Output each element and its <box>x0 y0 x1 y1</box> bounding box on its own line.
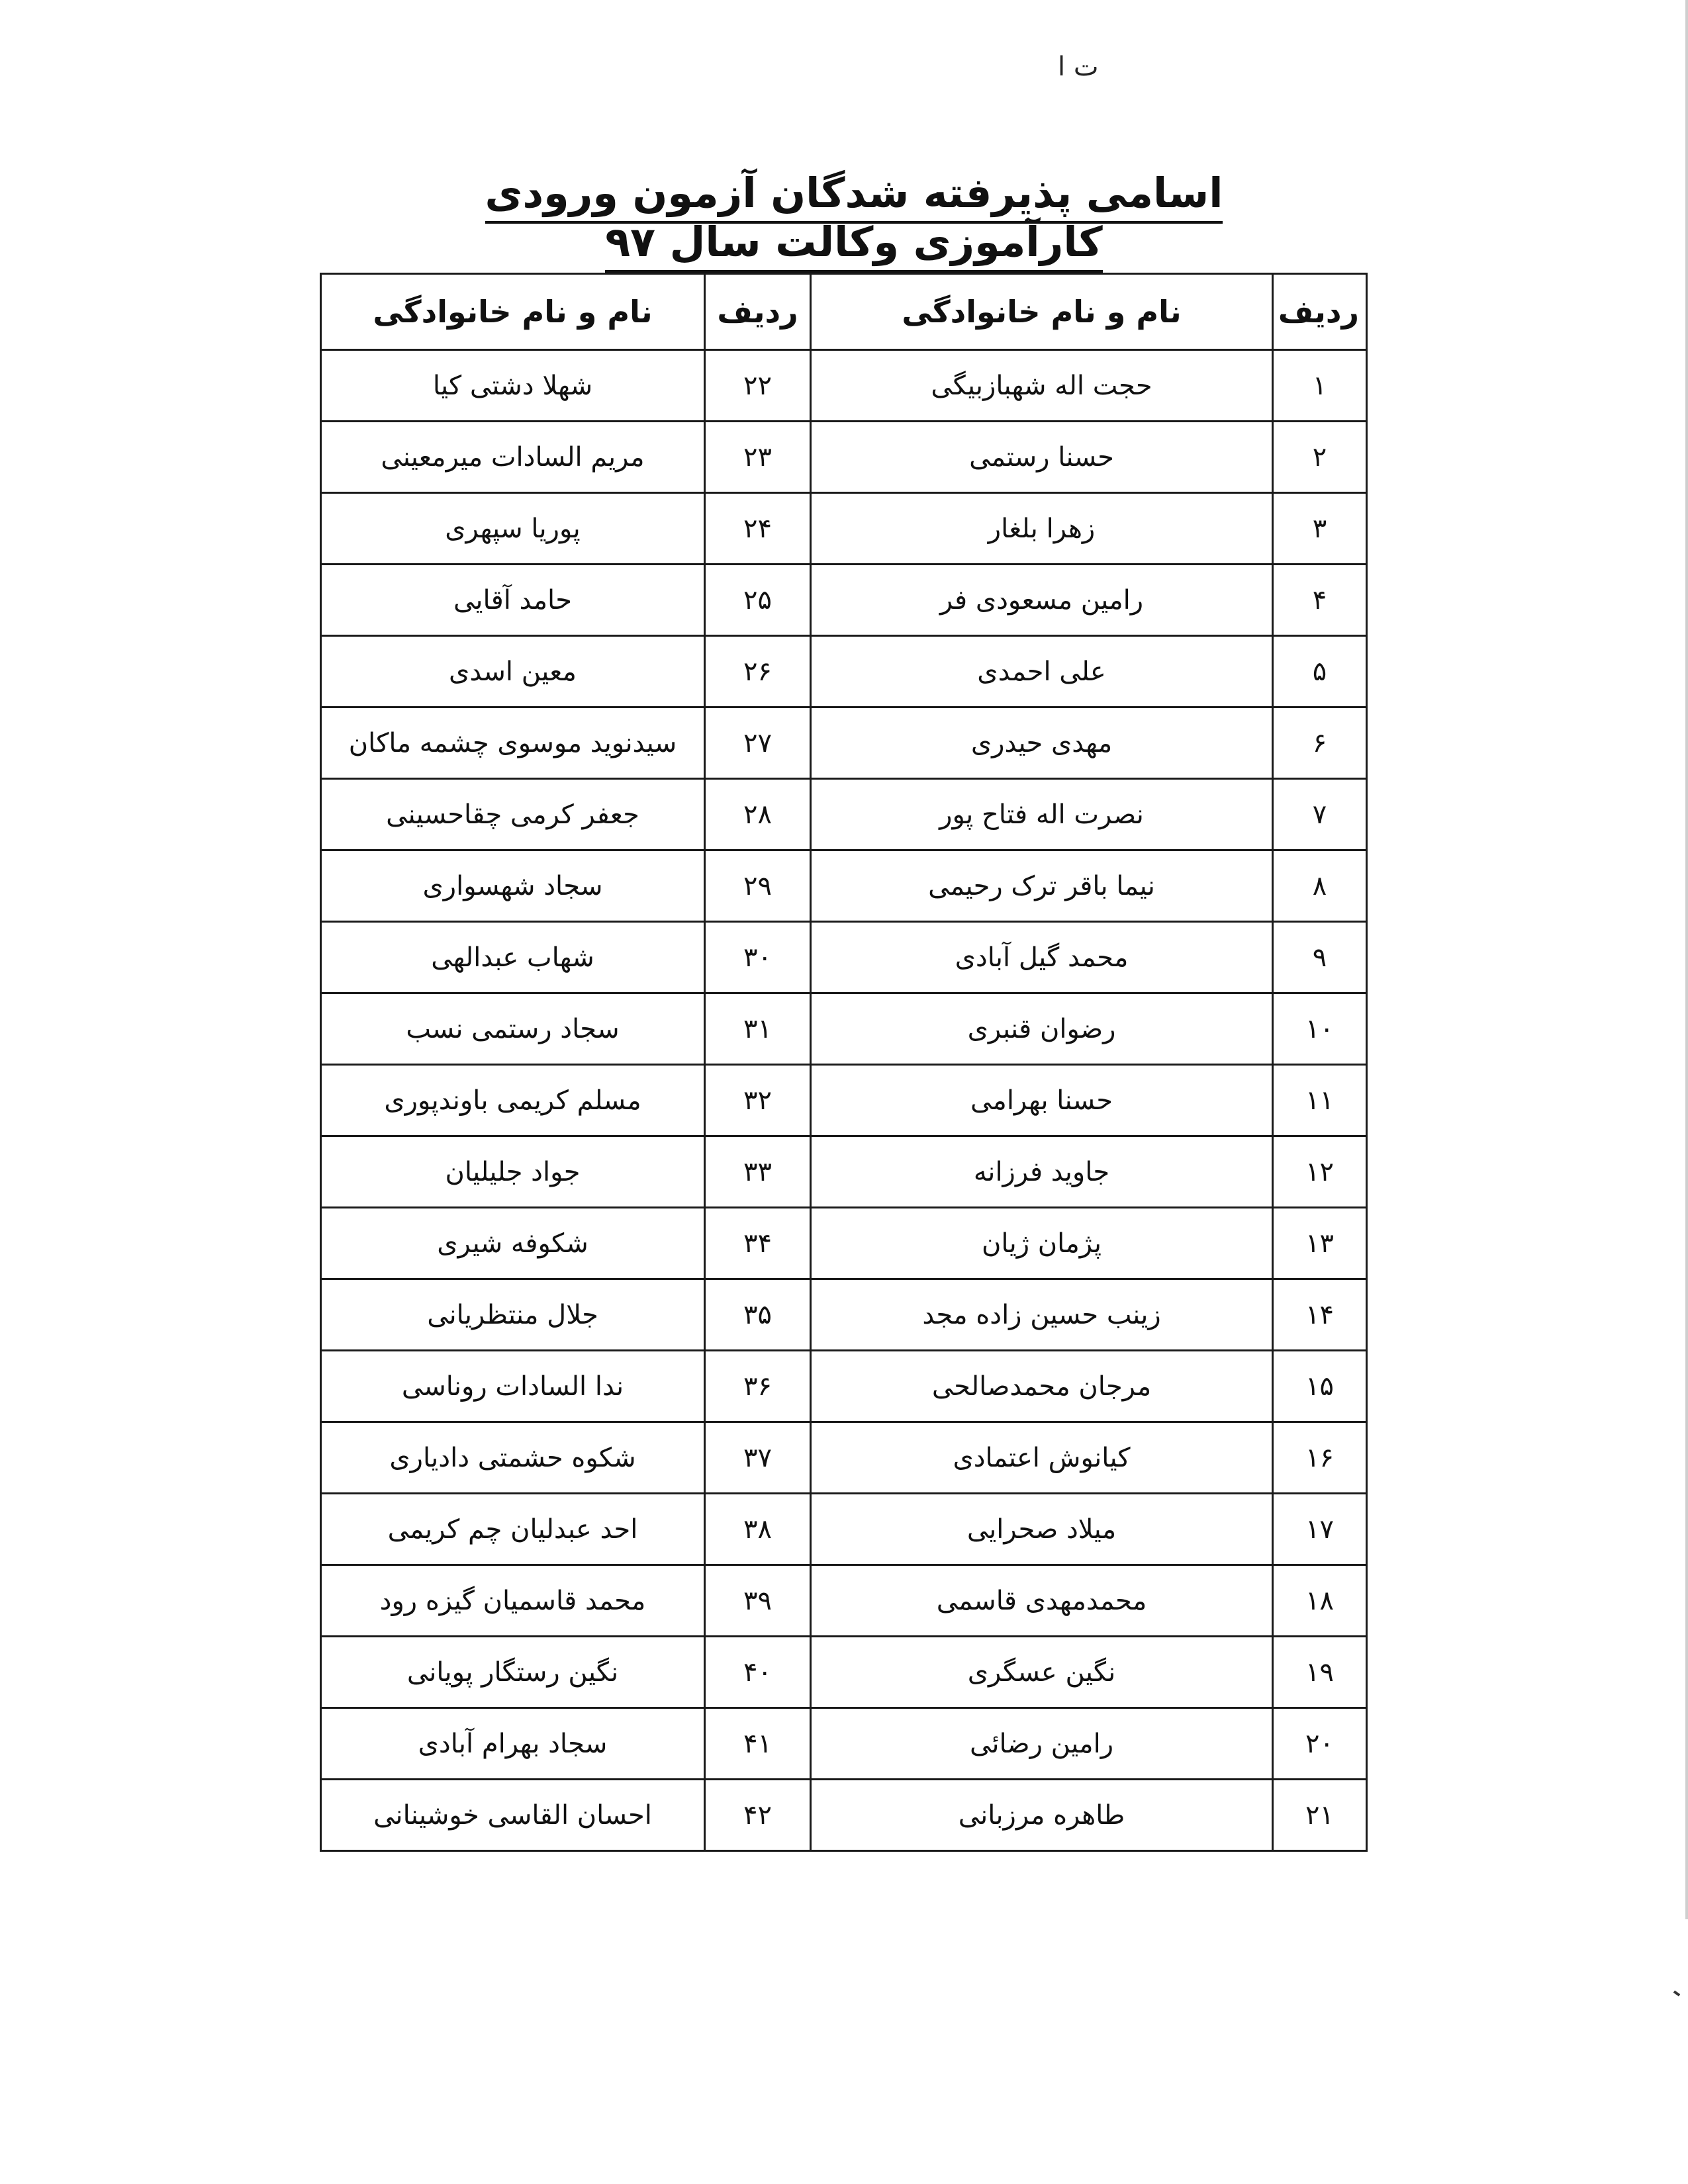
row-number-cell: ۱۷ <box>1273 1494 1367 1565</box>
row-number-cell: ۲۵ <box>705 565 811 636</box>
full-name-cell: پژمان ژیان <box>811 1208 1273 1279</box>
full-name-cell: جعفر کرمی چقاحسینی <box>321 779 705 850</box>
full-name-cell: میلاد صحرایی <box>811 1494 1273 1565</box>
full-name-cell: جواد جلیلیان <box>321 1136 705 1208</box>
full-name-cell: نگین عسگری <box>811 1637 1273 1708</box>
table-row <box>321 850 1367 922</box>
row-number-cell: ۳ <box>1273 493 1367 565</box>
row-number-cell: ۳۲ <box>705 1065 811 1136</box>
row-number-cell: ۲ <box>1273 422 1367 493</box>
full-name-cell: جاوید فرزانه <box>811 1136 1273 1208</box>
full-name-cell: زینب حسین زاده مجد <box>811 1279 1273 1351</box>
full-name-cell: پوریا سپهری <box>321 493 705 565</box>
row-number-cell: ۱۹ <box>1273 1637 1367 1708</box>
table-row <box>321 707 1367 779</box>
table-row <box>321 1565 1367 1637</box>
row-number-cell: ۲۳ <box>705 422 811 493</box>
row-number-cell: ۲۸ <box>705 779 811 850</box>
row-number-cell: ۵ <box>1273 636 1367 707</box>
full-name-cell: معین اسدی <box>321 636 705 707</box>
full-name-cell: زهرا بلغار <box>811 493 1273 565</box>
row-number-cell: ۲۱ <box>1273 1780 1367 1851</box>
row-number-cell: ۱ <box>1273 350 1367 422</box>
full-name-cell: شکوفه شیری <box>321 1208 705 1279</box>
row-number-cell: ۱۶ <box>1273 1422 1367 1494</box>
full-name-cell: نیما باقر ترک رحیمی <box>811 850 1273 922</box>
row-number-cell: ۱۳ <box>1273 1208 1367 1279</box>
full-name-cell: مهدی حیدری <box>811 707 1273 779</box>
table-row <box>321 493 1367 565</box>
full-name-cell: حسنا رستمی <box>811 422 1273 493</box>
row-number-cell: ۱۲ <box>1273 1136 1367 1208</box>
full-name-cell: حسنا بهرامی <box>811 1065 1273 1136</box>
full-name-cell: شهاب عبدالهی <box>321 922 705 993</box>
table-row <box>321 1780 1367 1851</box>
row-number-cell: ۱۴ <box>1273 1279 1367 1351</box>
row-number-cell: ۱۰ <box>1273 993 1367 1065</box>
row-number-cell: ۱۱ <box>1273 1065 1367 1136</box>
row-number-cell: ۳۱ <box>705 993 811 1065</box>
row-number-cell: ۴ <box>1273 565 1367 636</box>
row-number-cell: ۲۶ <box>705 636 811 707</box>
row-number-cell: ۳۰ <box>705 922 811 993</box>
full-name-cell: طاهره مرزبانی <box>811 1780 1273 1851</box>
full-name-cell: حجت اله شهبازبیگی <box>811 350 1273 422</box>
row-number-cell: ۸ <box>1273 850 1367 922</box>
full-name-cell: محمد گیل آبادی <box>811 922 1273 993</box>
header-full-name-left: نام و نام خانوادگی <box>321 274 705 350</box>
full-name-cell: شکوه حشمتی دادیاری <box>321 1422 705 1494</box>
full-name-cell: کیانوش اعتمادی <box>811 1422 1273 1494</box>
row-number-cell: ۷ <box>1273 779 1367 850</box>
full-name-cell: محمد قاسمیان گیزه رود <box>321 1565 705 1637</box>
full-name-cell: رضوان قنبری <box>811 993 1273 1065</box>
table-row <box>321 1422 1367 1494</box>
full-name-cell: محمدمهدی قاسمی <box>811 1565 1273 1637</box>
table-row <box>321 1279 1367 1351</box>
full-name-cell: سجاد بهرام آبادی <box>321 1708 705 1780</box>
table-row <box>321 1351 1367 1422</box>
table-row <box>321 350 1367 422</box>
row-number-cell: ۲۰ <box>1273 1708 1367 1780</box>
row-number-cell: ۳۹ <box>705 1565 811 1637</box>
full-name-cell: مسلم کریمی باوندپوری <box>321 1065 705 1136</box>
scan-speck <box>1673 1990 1680 1996</box>
full-name-cell: مریم السادات میرمعینی <box>321 422 705 493</box>
full-name-cell: شهلا دشتی کیا <box>321 350 705 422</box>
table-row <box>321 993 1367 1065</box>
table-header-row <box>321 274 1367 350</box>
table-row <box>321 922 1367 993</box>
row-number-cell: ۳۶ <box>705 1351 811 1422</box>
header-row-number-right: ردیف <box>1273 274 1367 350</box>
header-full-name-right: نام و نام خانوادگی <box>811 274 1273 350</box>
full-name-cell: ندا السادات روناسی <box>321 1351 705 1422</box>
page-title <box>397 169 1311 267</box>
row-number-cell: ۲۷ <box>705 707 811 779</box>
row-number-cell: ۳۳ <box>705 1136 811 1208</box>
row-number-cell: ۴۲ <box>705 1780 811 1851</box>
page-mark: ت ا <box>1058 52 1099 82</box>
full-name-cell: جلال منتظریانی <box>321 1279 705 1351</box>
full-name-cell: حامد آقایی <box>321 565 705 636</box>
table-row <box>321 636 1367 707</box>
full-name-cell: نگین رستگار پویانی <box>321 1637 705 1708</box>
row-number-cell: ۳۴ <box>705 1208 811 1279</box>
table-row <box>321 1208 1367 1279</box>
row-number-cell: ۱۵ <box>1273 1351 1367 1422</box>
full-name-cell: احد عبدلیان چم کریمی <box>321 1494 705 1565</box>
table-row <box>321 422 1367 493</box>
full-name-cell: علی احمدی <box>811 636 1273 707</box>
row-number-cell: ۹ <box>1273 922 1367 993</box>
table-row <box>321 1708 1367 1780</box>
row-number-cell: ۲۴ <box>705 493 811 565</box>
full-name-cell: رامین رضائی <box>811 1708 1273 1780</box>
table-row <box>321 1065 1367 1136</box>
table-row <box>321 565 1367 636</box>
row-number-cell: ۳۷ <box>705 1422 811 1494</box>
row-number-cell: ۴۱ <box>705 1708 811 1780</box>
table-row <box>321 1136 1367 1208</box>
full-name-cell: مرجان محمدصالحی <box>811 1351 1273 1422</box>
full-name-cell: سجاد شهسواری <box>321 850 705 922</box>
full-name-cell: رامین مسعودی فر <box>811 565 1273 636</box>
table-row <box>321 1637 1367 1708</box>
header-row-number-left: ردیف <box>705 274 811 350</box>
admitted-list-table-container <box>322 273 1368 1852</box>
row-number-cell: ۱۸ <box>1273 1565 1367 1637</box>
row-number-cell: ۲۲ <box>705 350 811 422</box>
full-name-cell: سیدنوید موسوی چشمه ماکان <box>321 707 705 779</box>
row-number-cell: ۳۸ <box>705 1494 811 1565</box>
full-name-cell: احسان القاسی خوشینانی <box>321 1780 705 1851</box>
row-number-cell: ۲۹ <box>705 850 811 922</box>
row-number-cell: ۶ <box>1273 707 1367 779</box>
scan-edge-line <box>1685 0 1688 1919</box>
page-title-text: اسامی پذیرفته شدگان آزمون ورودی کارآموزی وکالت سال ۹۷ <box>485 169 1223 273</box>
row-number-cell: ۴۰ <box>705 1637 811 1708</box>
table-body <box>321 350 1367 1851</box>
table-row <box>321 1494 1367 1565</box>
full-name-cell: نصرت اله فتاح پور <box>811 779 1273 850</box>
admitted-list-table <box>320 273 1368 1852</box>
full-name-cell: سجاد رستمی نسب <box>321 993 705 1065</box>
table-row <box>321 779 1367 850</box>
row-number-cell: ۳۵ <box>705 1279 811 1351</box>
